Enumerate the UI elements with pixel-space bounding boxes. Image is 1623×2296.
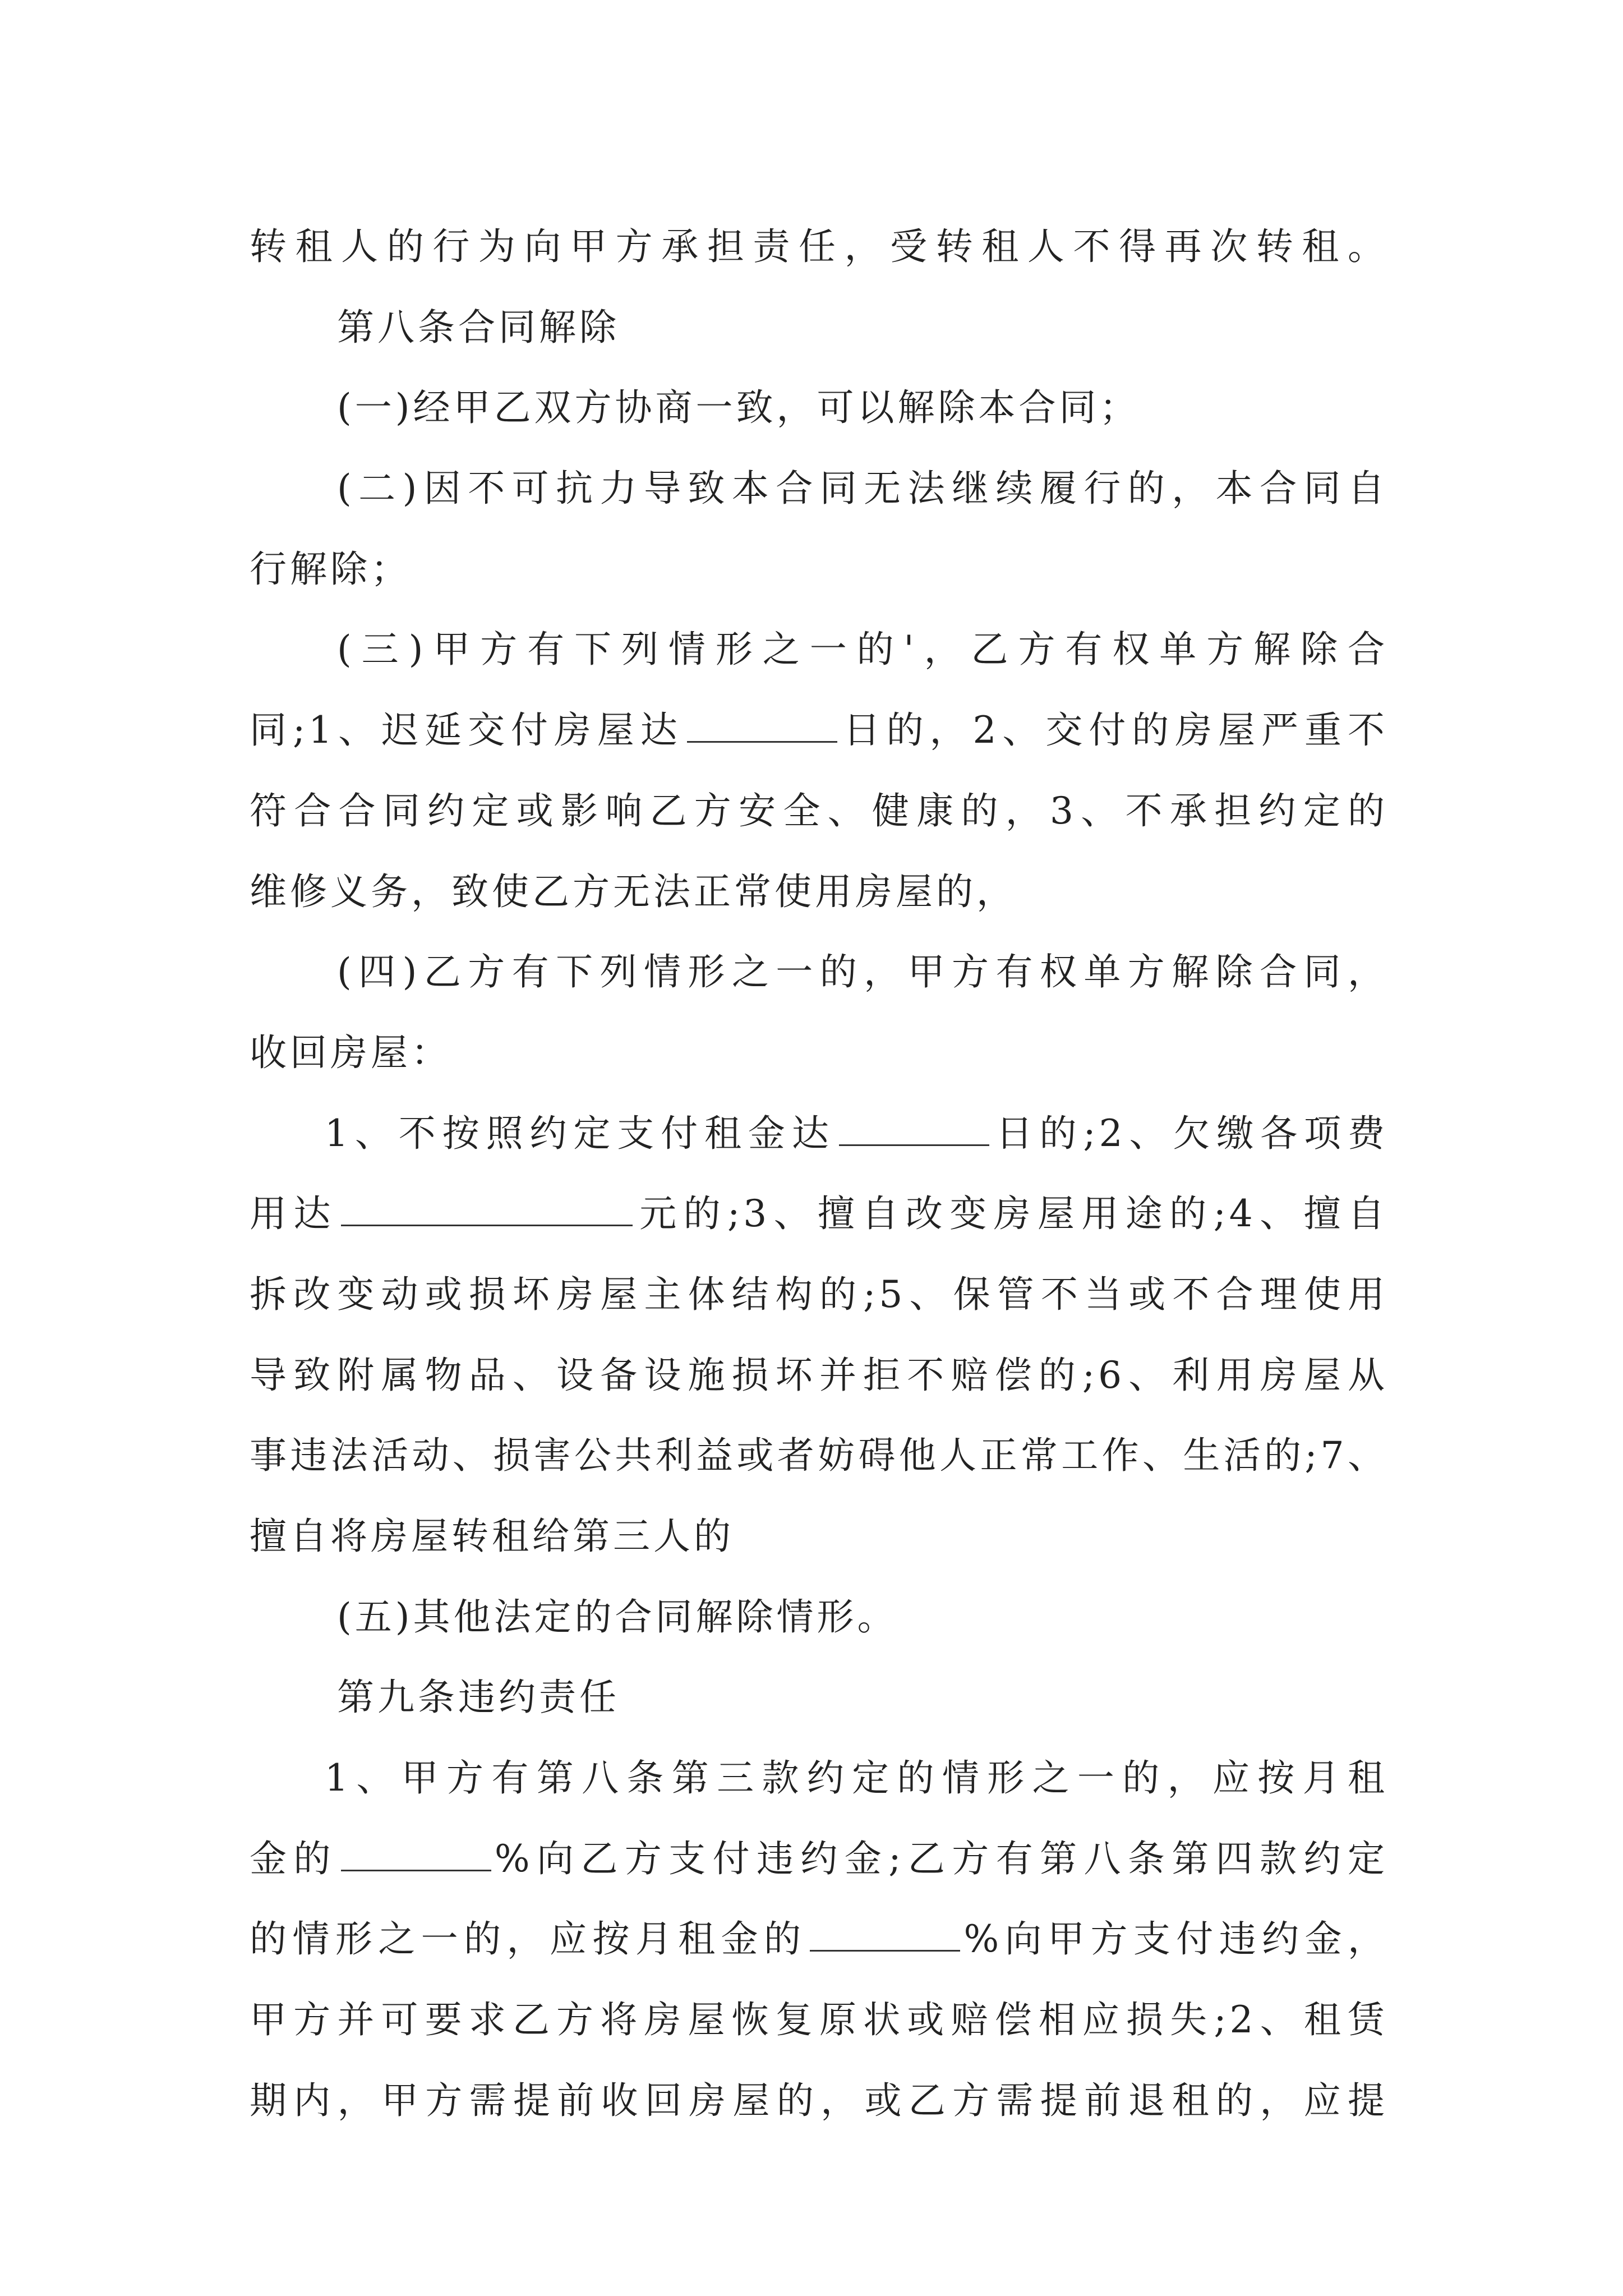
text-line: 维修义务，致使乙方无法正常使用房屋的，	[250, 869, 1017, 913]
text-fragment: 日的，2、交付的房屋严重不	[840, 708, 1388, 752]
text-line: 事违法活动、损害公共利益或者妨碍他人正常工作、生活的;7、	[250, 1434, 1388, 1478]
text-fragment: 同;1、迟延交付房屋达	[250, 708, 684, 752]
document-body	[250, 206, 1388, 2141]
text-line	[250, 1093, 1388, 1174]
text-line	[250, 1174, 1388, 1254]
text-line: 转租人的行为向甲方承担责任，受转租人不得再次转租。	[250, 225, 1388, 268]
text-fragment: 日的;2、欠缴各项费	[992, 1111, 1388, 1155]
fill-in-blank	[687, 708, 837, 743]
text-line	[250, 1899, 1388, 1980]
fill-in-blank	[341, 1836, 491, 1871]
text-fragment: 用达	[250, 1192, 338, 1236]
text-fragment: %向乙方支付违约金;乙方有第八条第四款约定	[494, 1837, 1388, 1880]
text-line: 行解除；	[250, 547, 411, 591]
text-line: 甲方并可要求乙方将房屋恢复原状或赔偿相应损失;2、租赁	[250, 1998, 1388, 2042]
text-fragment: 元的;3、擅自改变房屋用途的;4、擅自	[635, 1192, 1388, 1236]
fill-in-blank	[810, 1917, 960, 1952]
text-fragment: 的情形之一的，应按月租金的	[250, 1917, 807, 1961]
text-line: (二)因不可抗力导致本合同无法继续履行的，本合同自	[337, 467, 1388, 510]
text-line	[250, 1819, 1388, 1899]
text-line: (一)经甲乙双方协商一致，可以解除本合同；	[337, 386, 1140, 430]
text-line: (四)乙方有下列情形之一的，甲方有权单方解除合同，	[337, 950, 1388, 994]
text-line: (三)甲方有下列情形之一的'，乙方有权单方解除合	[337, 628, 1388, 671]
fill-in-blank	[839, 1111, 989, 1145]
section-heading: 第九条违约责任	[337, 1676, 620, 1719]
text-line: 期内，甲方需提前收回房屋的，或乙方需提前退租的，应提	[250, 2078, 1388, 2122]
text-line	[250, 690, 1388, 771]
fill-in-blank	[341, 1191, 633, 1226]
text-line: 擅自将房屋转租给第三人的	[250, 1515, 734, 1558]
section-heading: 第八条合同解除	[337, 305, 620, 349]
text-fragment: 金的	[250, 1837, 338, 1880]
text-line: (五)其他法定的合同解除情形。	[337, 1595, 898, 1639]
text-line: 收回房屋：	[250, 1030, 451, 1074]
text-fragment: %向甲方支付违约金，	[963, 1917, 1388, 1961]
text-line: 1、甲方有第八条第三款约定的情形之一的，应按月租	[325, 1756, 1388, 1800]
text-fragment: 1、不按照约定支付租金达	[325, 1111, 836, 1155]
text-line: 符合合同约定或影响乙方安全、健康的，3、不承担约定的	[250, 789, 1388, 832]
text-line: 导致附属物品、设备设施损坏并拒不赔偿的;6、利用房屋从	[250, 1353, 1388, 1397]
text-line: 拆改变动或损坏房屋主体结构的;5、保管不当或不合理使用	[250, 1272, 1388, 1316]
